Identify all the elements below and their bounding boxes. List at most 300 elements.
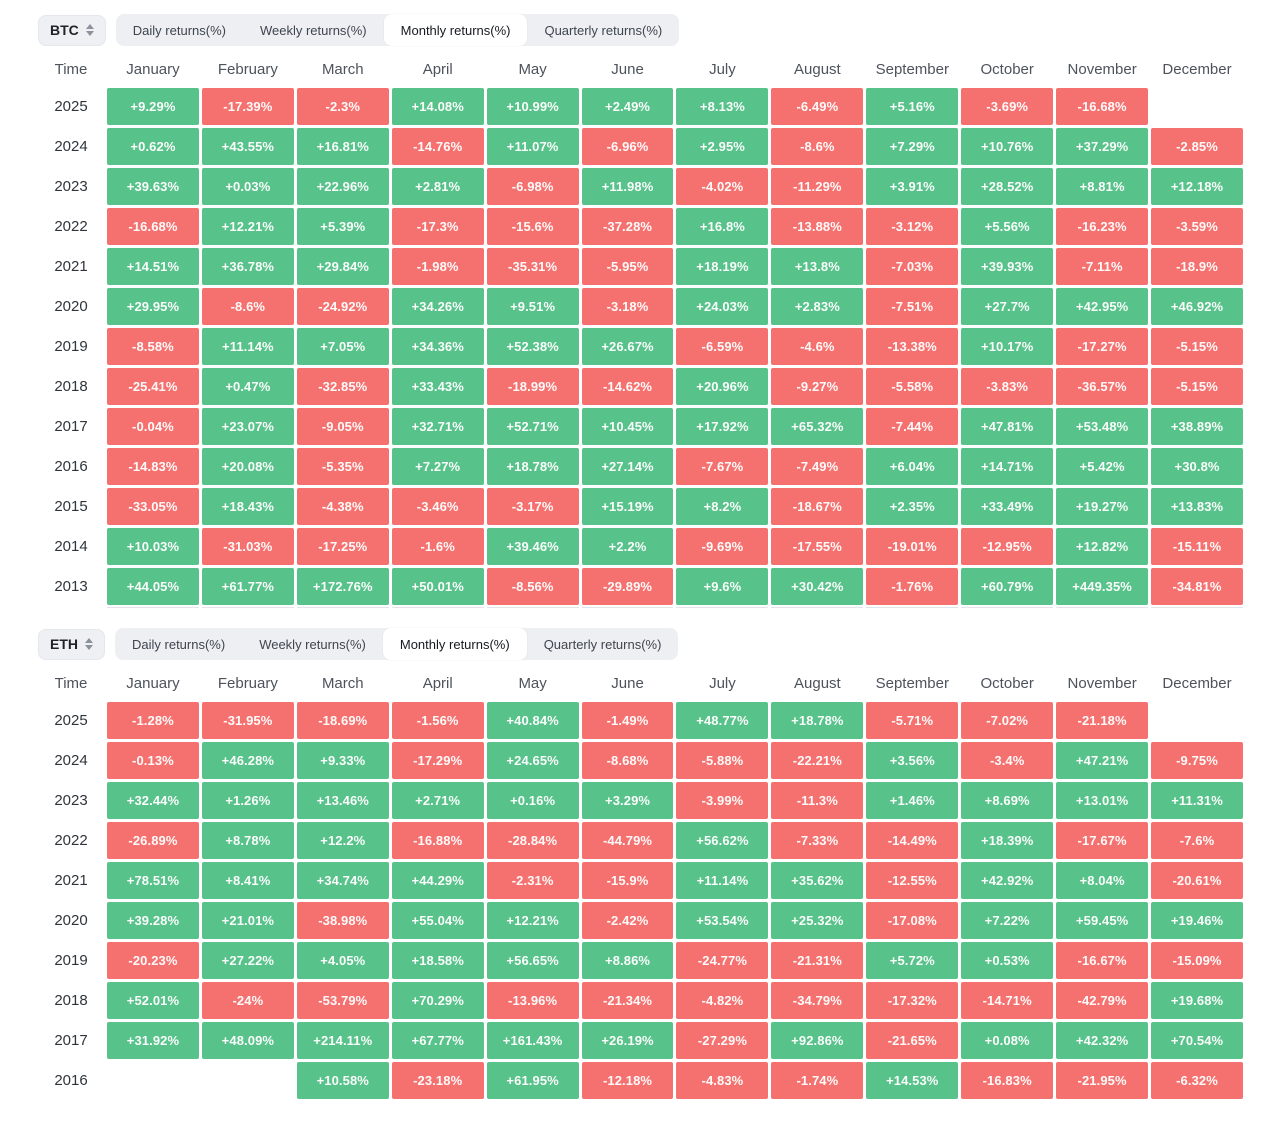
- return-cell: +35.62%: [771, 862, 863, 899]
- return-cell: +42.95%: [1056, 288, 1148, 325]
- return-cell: +43.55%: [202, 128, 294, 165]
- return-cell: -14.71%: [961, 982, 1053, 1019]
- return-cell: +61.95%: [487, 1062, 579, 1099]
- return-cell: +32.44%: [107, 782, 199, 819]
- return-cell: -16.23%: [1056, 208, 1148, 245]
- month-column-header: March: [321, 675, 364, 692]
- return-cell: -7.67%: [676, 448, 768, 485]
- return-cell: +47.21%: [1056, 742, 1148, 779]
- return-cell: +7.05%: [297, 328, 389, 365]
- return-cell: +8.41%: [202, 862, 294, 899]
- return-cell: +2.81%: [392, 168, 484, 205]
- tab-weekly-returns[interactable]: Weekly returns(%): [242, 628, 383, 660]
- section-toolbar: [38, 14, 1243, 46]
- return-cell: +29.95%: [107, 288, 199, 325]
- return-cell: +172.76%: [297, 568, 389, 605]
- return-cell: +33.49%: [961, 488, 1053, 525]
- time-column-header: Time: [54, 61, 88, 78]
- return-cell: -15.11%: [1151, 528, 1243, 565]
- year-label: 2025: [54, 712, 88, 729]
- return-cell: +15.19%: [582, 488, 674, 525]
- month-column-header: September: [875, 675, 949, 692]
- return-cell: -13.96%: [487, 982, 579, 1019]
- table-bottom-rule: [107, 607, 199, 608]
- month-column-header: October: [980, 61, 1034, 78]
- return-cell: -15.09%: [1151, 942, 1243, 979]
- return-cell: -36.57%: [1056, 368, 1148, 405]
- return-cell: +18.78%: [771, 702, 863, 739]
- return-cell: +18.19%: [676, 248, 768, 285]
- return-cell: +5.42%: [1056, 448, 1148, 485]
- year-label: 2014: [54, 538, 88, 555]
- year-label: 2019: [54, 338, 88, 355]
- return-cell: -13.38%: [866, 328, 958, 365]
- return-cell: +27.22%: [202, 942, 294, 979]
- tab-daily-returns[interactable]: Daily returns(%): [116, 14, 243, 46]
- return-cell: -21.34%: [582, 982, 674, 1019]
- return-cell: +22.96%: [297, 168, 389, 205]
- return-cell: -22.21%: [771, 742, 863, 779]
- year-label: 2025: [54, 98, 88, 115]
- table-bottom-rule: [297, 607, 389, 608]
- return-cell: +10.76%: [961, 128, 1053, 165]
- return-cell: +39.63%: [107, 168, 199, 205]
- return-cell: +38.89%: [1151, 408, 1243, 445]
- return-cell: +60.79%: [961, 568, 1053, 605]
- return-cell: -3.99%: [676, 782, 768, 819]
- return-cell: +46.92%: [1151, 288, 1243, 325]
- return-cell: -3.59%: [1151, 208, 1243, 245]
- return-cell: -26.89%: [107, 822, 199, 859]
- return-cell: +92.86%: [771, 1022, 863, 1059]
- return-cell: -1.76%: [866, 568, 958, 605]
- tab-quarterly-returns[interactable]: Quarterly returns(%): [527, 14, 679, 46]
- return-cell: +0.62%: [107, 128, 199, 165]
- month-column-header: April: [422, 675, 453, 692]
- year-label: 2021: [54, 872, 88, 889]
- return-cell: +36.78%: [202, 248, 294, 285]
- return-cell: +10.58%: [297, 1062, 389, 1099]
- section-toolbar: [38, 628, 1243, 660]
- table-bottom-rule: [582, 607, 674, 608]
- return-cell: -15.9%: [582, 862, 674, 899]
- year-label: 2018: [54, 992, 88, 1009]
- coin-selector-label: ETH: [50, 636, 78, 652]
- return-cell: +7.29%: [866, 128, 958, 165]
- return-cell: -7.33%: [771, 822, 863, 859]
- return-cell: -38.98%: [297, 902, 389, 939]
- return-cell: +9.6%: [676, 568, 768, 605]
- return-cell: +52.01%: [107, 982, 199, 1019]
- year-label: 2017: [54, 418, 88, 435]
- return-cell: -25.41%: [107, 368, 199, 405]
- return-cell: +5.72%: [866, 942, 958, 979]
- return-cell: -7.6%: [1151, 822, 1243, 859]
- return-cell: -8.6%: [771, 128, 863, 165]
- year-label: 2024: [54, 138, 88, 155]
- return-cell: -9.05%: [297, 408, 389, 445]
- year-label: 2022: [54, 832, 88, 849]
- return-cell: +6.04%: [866, 448, 958, 485]
- return-cell: +10.99%: [487, 88, 579, 125]
- return-cell: -8.58%: [107, 328, 199, 365]
- return-cell: +23.07%: [202, 408, 294, 445]
- coin-selector-label: BTC: [50, 22, 79, 38]
- year-label: 2023: [54, 792, 88, 809]
- table-bottom-rule: [676, 607, 768, 608]
- return-cell: -4.6%: [771, 328, 863, 365]
- table-bottom-rule: [771, 607, 863, 608]
- return-cell: -2.42%: [582, 902, 674, 939]
- return-cell: +12.2%: [297, 822, 389, 859]
- return-cell: +13.8%: [771, 248, 863, 285]
- return-cell: -2.3%: [297, 88, 389, 125]
- return-cell: +2.95%: [676, 128, 768, 165]
- return-cell: -17.25%: [297, 528, 389, 565]
- year-label: 2018: [54, 378, 88, 395]
- return-cell: -7.44%: [866, 408, 958, 445]
- return-cell: +61.77%: [202, 568, 294, 605]
- tab-daily-returns[interactable]: Daily returns(%): [115, 628, 242, 660]
- return-cell: -16.68%: [1056, 88, 1148, 125]
- return-cell: +8.86%: [582, 942, 674, 979]
- year-label: 2013: [54, 578, 88, 595]
- return-cell: -5.35%: [297, 448, 389, 485]
- return-cell: -3.4%: [961, 742, 1053, 779]
- return-cell: +10.45%: [582, 408, 674, 445]
- return-cell: +0.03%: [202, 168, 294, 205]
- return-cell: +52.38%: [487, 328, 579, 365]
- return-cell: +20.08%: [202, 448, 294, 485]
- tab-monthly-returns[interactable]: Monthly returns(%): [384, 14, 528, 46]
- return-cell: -27.29%: [676, 1022, 768, 1059]
- return-cell: -5.88%: [676, 742, 768, 779]
- return-cell: +14.71%: [961, 448, 1053, 485]
- return-cell: -23.18%: [392, 1062, 484, 1099]
- month-column-header: November: [1067, 61, 1137, 78]
- tab-quarterly-returns[interactable]: Quarterly returns(%): [527, 628, 679, 660]
- return-cell: +19.27%: [1056, 488, 1148, 525]
- return-cell: -2.85%: [1151, 128, 1243, 165]
- return-cell: -1.56%: [392, 702, 484, 739]
- month-column-header: August: [794, 675, 841, 692]
- return-cell: -6.96%: [582, 128, 674, 165]
- return-cell: -14.76%: [392, 128, 484, 165]
- return-cell: -16.68%: [107, 208, 199, 245]
- return-cell: -6.49%: [771, 88, 863, 125]
- return-cell: +5.16%: [866, 88, 958, 125]
- return-cell: -17.27%: [1056, 328, 1148, 365]
- return-cell: +33.43%: [392, 368, 484, 405]
- return-cell: -7.51%: [866, 288, 958, 325]
- return-cell: -5.95%: [582, 248, 674, 285]
- return-cell: -11.3%: [771, 782, 863, 819]
- return-cell: -9.27%: [771, 368, 863, 405]
- return-cell: +18.43%: [202, 488, 294, 525]
- return-cell: +78.51%: [107, 862, 199, 899]
- return-cell: +9.29%: [107, 88, 199, 125]
- return-cell: -6.59%: [676, 328, 768, 365]
- year-label: 2022: [54, 218, 88, 235]
- return-cell: +2.49%: [582, 88, 674, 125]
- return-cell: -28.84%: [487, 822, 579, 859]
- return-cell: -12.95%: [961, 528, 1053, 565]
- return-cell: -8.6%: [202, 288, 294, 325]
- return-cell: -21.18%: [1056, 702, 1148, 739]
- return-cell: +37.29%: [1056, 128, 1148, 165]
- coin-selector[interactable]: [38, 629, 105, 660]
- return-cell: -18.99%: [487, 368, 579, 405]
- return-cell: +53.54%: [676, 902, 768, 939]
- month-column-header: May: [518, 61, 547, 78]
- return-cell: -31.03%: [202, 528, 294, 565]
- return-cell: -12.18%: [582, 1062, 674, 1099]
- return-cell: +9.33%: [297, 742, 389, 779]
- return-cell: -1.28%: [107, 702, 199, 739]
- btc-returns-section: [38, 14, 1243, 608]
- month-column-header: December: [1162, 61, 1232, 78]
- return-cell: -8.68%: [582, 742, 674, 779]
- return-cell: -5.71%: [866, 702, 958, 739]
- return-cell: -17.29%: [392, 742, 484, 779]
- return-cell: +0.16%: [487, 782, 579, 819]
- return-cell: -12.55%: [866, 862, 958, 899]
- month-column-header: February: [217, 61, 278, 78]
- return-cell: -0.13%: [107, 742, 199, 779]
- return-cell: +14.08%: [392, 88, 484, 125]
- return-cell: +8.69%: [961, 782, 1053, 819]
- year-label: 2021: [54, 258, 88, 275]
- tab-monthly-returns[interactable]: Monthly returns(%): [383, 628, 527, 660]
- return-cell: +16.81%: [297, 128, 389, 165]
- coin-selector[interactable]: [38, 15, 106, 46]
- return-cell: +26.67%: [582, 328, 674, 365]
- return-cell: -2.31%: [487, 862, 579, 899]
- month-column-header: May: [518, 675, 547, 692]
- return-cell: +17.92%: [676, 408, 768, 445]
- month-column-header: October: [980, 675, 1034, 692]
- return-cell: +4.05%: [297, 942, 389, 979]
- return-cell: -4.38%: [297, 488, 389, 525]
- return-cell: -37.28%: [582, 208, 674, 245]
- return-cell: +25.32%: [771, 902, 863, 939]
- return-cell: +27.7%: [961, 288, 1053, 325]
- return-cell: +56.62%: [676, 822, 768, 859]
- return-cell: +7.22%: [961, 902, 1053, 939]
- return-cell: +11.07%: [487, 128, 579, 165]
- month-column-header: March: [321, 61, 364, 78]
- return-cell: -13.88%: [771, 208, 863, 245]
- return-cell: -42.79%: [1056, 982, 1148, 1019]
- return-cell: -44.79%: [582, 822, 674, 859]
- month-column-header: November: [1067, 675, 1137, 692]
- updown-icon: [85, 638, 93, 650]
- return-cell: -17.3%: [392, 208, 484, 245]
- return-cell: +2.71%: [392, 782, 484, 819]
- return-cell: +10.17%: [961, 328, 1053, 365]
- return-cell: +0.08%: [961, 1022, 1053, 1059]
- returns-table: [38, 56, 1243, 608]
- return-cell: -16.67%: [1056, 942, 1148, 979]
- month-column-header: September: [875, 61, 949, 78]
- return-cell: +48.09%: [202, 1022, 294, 1059]
- return-cell: -20.23%: [107, 942, 199, 979]
- return-cell: -34.79%: [771, 982, 863, 1019]
- return-cell: +13.01%: [1056, 782, 1148, 819]
- return-cell: +16.8%: [676, 208, 768, 245]
- return-cell: -17.55%: [771, 528, 863, 565]
- period-tabs: [115, 628, 678, 660]
- return-cell: +12.21%: [202, 208, 294, 245]
- return-cell: +44.05%: [107, 568, 199, 605]
- return-cell: +2.83%: [771, 288, 863, 325]
- month-column-header: July: [709, 675, 736, 692]
- period-tabs: [116, 14, 679, 46]
- return-cell: -16.83%: [961, 1062, 1053, 1099]
- month-column-header: January: [126, 675, 180, 692]
- year-label: 2016: [54, 1072, 88, 1089]
- empty-cell: [1151, 702, 1243, 739]
- return-cell: -5.15%: [1151, 328, 1243, 365]
- return-cell: -4.82%: [676, 982, 768, 1019]
- return-cell: +50.01%: [392, 568, 484, 605]
- return-cell: +8.04%: [1056, 862, 1148, 899]
- return-cell: +161.43%: [487, 1022, 579, 1059]
- return-cell: +32.71%: [392, 408, 484, 445]
- return-cell: -17.32%: [866, 982, 958, 1019]
- return-cell: -17.08%: [866, 902, 958, 939]
- return-cell: -32.85%: [297, 368, 389, 405]
- return-cell: -8.56%: [487, 568, 579, 605]
- return-cell: +42.92%: [961, 862, 1053, 899]
- updown-icon: [86, 24, 94, 36]
- return-cell: -9.75%: [1151, 742, 1243, 779]
- return-cell: +214.11%: [297, 1022, 389, 1059]
- return-cell: -24.92%: [297, 288, 389, 325]
- return-cell: +8.81%: [1056, 168, 1148, 205]
- return-cell: -4.02%: [676, 168, 768, 205]
- return-cell: +28.52%: [961, 168, 1053, 205]
- return-cell: -7.49%: [771, 448, 863, 485]
- year-label: 2020: [54, 298, 88, 315]
- return-cell: +52.71%: [487, 408, 579, 445]
- return-cell: +70.29%: [392, 982, 484, 1019]
- return-cell: +19.68%: [1151, 982, 1243, 1019]
- year-label: 2015: [54, 498, 88, 515]
- return-cell: +0.53%: [961, 942, 1053, 979]
- return-cell: -6.98%: [487, 168, 579, 205]
- table-bottom-rule: [202, 607, 294, 608]
- return-cell: -14.62%: [582, 368, 674, 405]
- return-cell: -7.03%: [866, 248, 958, 285]
- year-label: 2024: [54, 752, 88, 769]
- table-bottom-rule: [1151, 607, 1243, 608]
- table-bottom-rule: [866, 607, 958, 608]
- return-cell: +12.82%: [1056, 528, 1148, 565]
- return-cell: +53.48%: [1056, 408, 1148, 445]
- month-column-header: December: [1162, 675, 1232, 692]
- return-cell: +18.78%: [487, 448, 579, 485]
- return-cell: -17.67%: [1056, 822, 1148, 859]
- return-cell: +8.78%: [202, 822, 294, 859]
- return-cell: +5.39%: [297, 208, 389, 245]
- return-cell: +5.56%: [961, 208, 1053, 245]
- return-cell: +8.2%: [676, 488, 768, 525]
- return-cell: -14.49%: [866, 822, 958, 859]
- return-cell: +13.46%: [297, 782, 389, 819]
- return-cell: +27.14%: [582, 448, 674, 485]
- return-cell: -1.74%: [771, 1062, 863, 1099]
- return-cell: +1.46%: [866, 782, 958, 819]
- return-cell: +26.19%: [582, 1022, 674, 1059]
- return-cell: -15.6%: [487, 208, 579, 245]
- return-cell: -53.79%: [297, 982, 389, 1019]
- return-cell: -21.95%: [1056, 1062, 1148, 1099]
- return-cell: -1.49%: [582, 702, 674, 739]
- return-cell: +42.32%: [1056, 1022, 1148, 1059]
- return-cell: -19.01%: [866, 528, 958, 565]
- return-cell: +44.29%: [392, 862, 484, 899]
- return-cell: +18.58%: [392, 942, 484, 979]
- return-cell: +34.26%: [392, 288, 484, 325]
- return-cell: +11.31%: [1151, 782, 1243, 819]
- return-cell: -18.67%: [771, 488, 863, 525]
- return-cell: +20.96%: [676, 368, 768, 405]
- return-cell: -3.69%: [961, 88, 1053, 125]
- return-cell: -1.6%: [392, 528, 484, 565]
- return-cell: +12.21%: [487, 902, 579, 939]
- tab-weekly-returns[interactable]: Weekly returns(%): [243, 14, 384, 46]
- year-label: 2019: [54, 952, 88, 969]
- return-cell: +39.46%: [487, 528, 579, 565]
- table-bottom-rule: [961, 607, 1053, 608]
- empty-cell: [202, 1062, 294, 1099]
- return-cell: +18.39%: [961, 822, 1053, 859]
- return-cell: -7.11%: [1056, 248, 1148, 285]
- month-column-header: January: [126, 61, 180, 78]
- month-column-header: August: [794, 61, 841, 78]
- return-cell: +8.13%: [676, 88, 768, 125]
- return-cell: -1.98%: [392, 248, 484, 285]
- return-cell: +70.54%: [1151, 1022, 1243, 1059]
- return-cell: -21.65%: [866, 1022, 958, 1059]
- year-label: 2020: [54, 912, 88, 929]
- return-cell: +1.26%: [202, 782, 294, 819]
- return-cell: -18.9%: [1151, 248, 1243, 285]
- return-cell: +3.91%: [866, 168, 958, 205]
- return-cell: +2.35%: [866, 488, 958, 525]
- return-cell: +11.14%: [202, 328, 294, 365]
- return-cell: -11.29%: [771, 168, 863, 205]
- return-cell: +56.65%: [487, 942, 579, 979]
- return-cell: +14.51%: [107, 248, 199, 285]
- return-cell: -34.81%: [1151, 568, 1243, 605]
- return-cell: +3.29%: [582, 782, 674, 819]
- return-cell: -21.31%: [771, 942, 863, 979]
- return-cell: +30.8%: [1151, 448, 1243, 485]
- return-cell: +40.84%: [487, 702, 579, 739]
- return-cell: +55.04%: [392, 902, 484, 939]
- return-cell: +65.32%: [771, 408, 863, 445]
- empty-cell: [107, 1062, 199, 1099]
- return-cell: -3.17%: [487, 488, 579, 525]
- month-column-header: June: [611, 675, 644, 692]
- return-cell: +3.56%: [866, 742, 958, 779]
- time-column-header: Time: [54, 675, 88, 692]
- return-cell: +34.74%: [297, 862, 389, 899]
- return-cell: +449.35%: [1056, 568, 1148, 605]
- return-cell: +24.65%: [487, 742, 579, 779]
